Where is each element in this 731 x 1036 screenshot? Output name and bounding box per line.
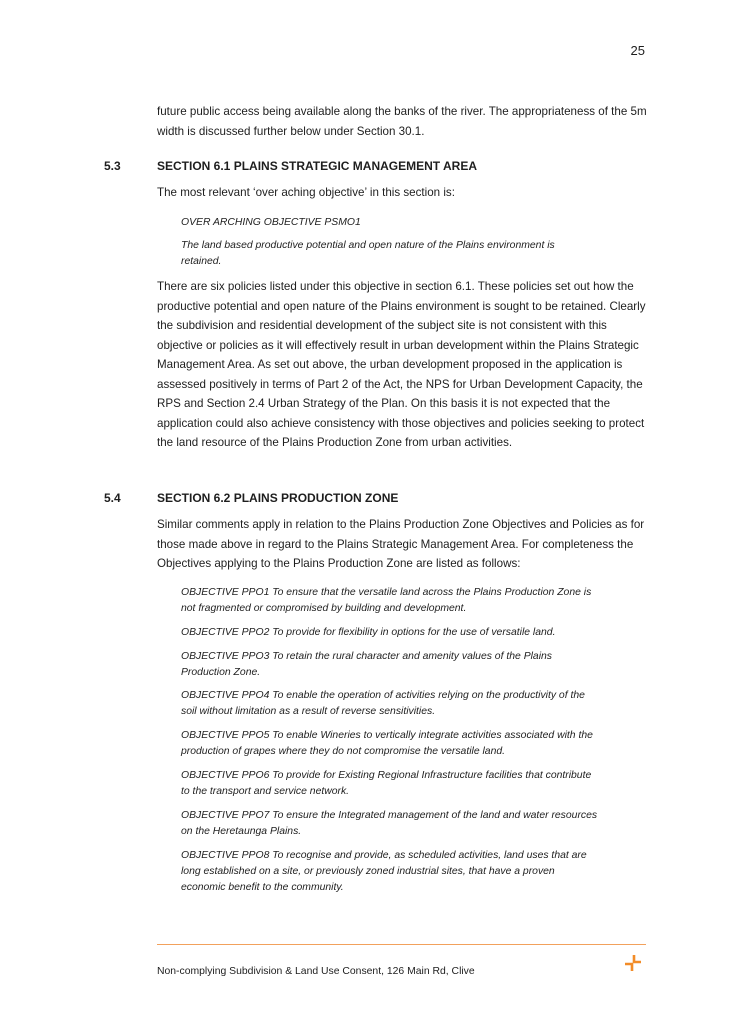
objective-text: To retain the rural character and amenity values of the Plains Production Zone. bbox=[181, 651, 552, 678]
objective-ppo7 bbox=[181, 808, 601, 840]
section-5-3-title: SECTION 6.1 PLAINS STRATEGIC MANAGEMENT AREA bbox=[157, 159, 478, 173]
section-5-3-lead: The most relevant ‘over aching objective’ in this section is: bbox=[157, 186, 455, 199]
objective-label: OBJECTIVE PPO7 bbox=[181, 810, 270, 821]
objective-text: To enable Wineries to vertically integrate activities associated with the production of grapes where they do not compromise the versatile land. bbox=[181, 730, 593, 757]
objective-ppo2 bbox=[181, 625, 601, 641]
objective-ppo5 bbox=[181, 728, 601, 760]
objective-ppo3 bbox=[181, 649, 601, 681]
objective-ppo6 bbox=[181, 768, 601, 800]
section-5-3-number: 5.3 bbox=[104, 159, 121, 173]
objective-ppo4 bbox=[181, 688, 601, 720]
objective-text: To provide for Existing Regional Infrastructure facilities that contribute to the transport and service network. bbox=[181, 770, 592, 797]
intro-paragraph: future public access being available along the banks of the river. The appropriateness of the 5m width is discussed further below under Section 30.1. bbox=[157, 105, 647, 138]
objective-text: To provide for flexibility in options for the use of versatile land. bbox=[272, 627, 556, 638]
section-5-4-title: SECTION 6.2 PLAINS PRODUCTION ZONE bbox=[157, 491, 399, 505]
objective-text: To ensure the Integrated management of the land and water resources on the Heretaunga Plains. bbox=[181, 810, 598, 837]
objective-label: OBJECTIVE PPO3 bbox=[181, 651, 270, 662]
objective-text: To recognise and provide, as scheduled activities, land uses that are long established on a site, or previously zoned industrial sites, that have a proven economic benefit to the community. bbox=[181, 850, 587, 893]
section-5-3-paragraph: There are six policies listed under this objective in section 6.1. These policies set out how the productive potential and open nature of the Plains environment is sought to be retained. Clearly the subdivision and residential development of the subject site is not consistent with this objective or policies as it will effectively result in urban development within the Plains Strategic Management Area. As set out above, the urban development proposed in the application is assessed positively in terms of Part 2 of the Act, the NPS for Urban Development Capacity, the RPS and Section 2.4 Urban Strategy of the Plan. On this basis it is not expected that the application could also achieve consistency with those objectives and policies seeking to protect the land resource of the Plains Production Zone from urban activities. bbox=[157, 280, 646, 449]
objective-label: OBJECTIVE PPO5 bbox=[181, 730, 270, 741]
objective-ppo1 bbox=[181, 585, 601, 617]
footer-text: Non-complying Subdivision & Land Use Consent, 126 Main Rd, Clive bbox=[157, 966, 475, 977]
corner-brackets-logo-icon bbox=[623, 953, 643, 973]
footer-divider bbox=[157, 944, 646, 945]
objective-label: OBJECTIVE PPO8 bbox=[181, 850, 270, 861]
objective-text: To ensure that the versatile land across the Plains Production Zone is not fragmented or compromised by building and development. bbox=[181, 587, 592, 614]
objective-psmo1-label: OVER ARCHING OBJECTIVE PSMO1 bbox=[181, 217, 361, 228]
page-number: 25 bbox=[630, 43, 645, 58]
section-5-4-paragraph: Similar comments apply in relation to the Plains Production Zone Objectives and Policies as for those made above in regard to the Plains Strategic Management Area. For completeness the Objectives applying to the Plains Production Zone are listed as follows: bbox=[157, 518, 645, 570]
objective-label: OBJECTIVE PPO6 bbox=[181, 770, 270, 781]
objective-ppo8 bbox=[181, 848, 601, 896]
objective-psmo1-text: The land based productive potential and open nature of the Plains environment is retained. bbox=[181, 240, 555, 267]
objective-label: OBJECTIVE PPO2 bbox=[181, 627, 270, 638]
objective-label: OBJECTIVE PPO1 bbox=[181, 587, 270, 598]
objective-label: OBJECTIVE PPO4 bbox=[181, 690, 270, 701]
section-5-4-number: 5.4 bbox=[104, 491, 121, 505]
objective-text: To enable the operation of activities relying on the productivity of the soil without limitation as a result of reverse sensitivities. bbox=[181, 690, 585, 717]
